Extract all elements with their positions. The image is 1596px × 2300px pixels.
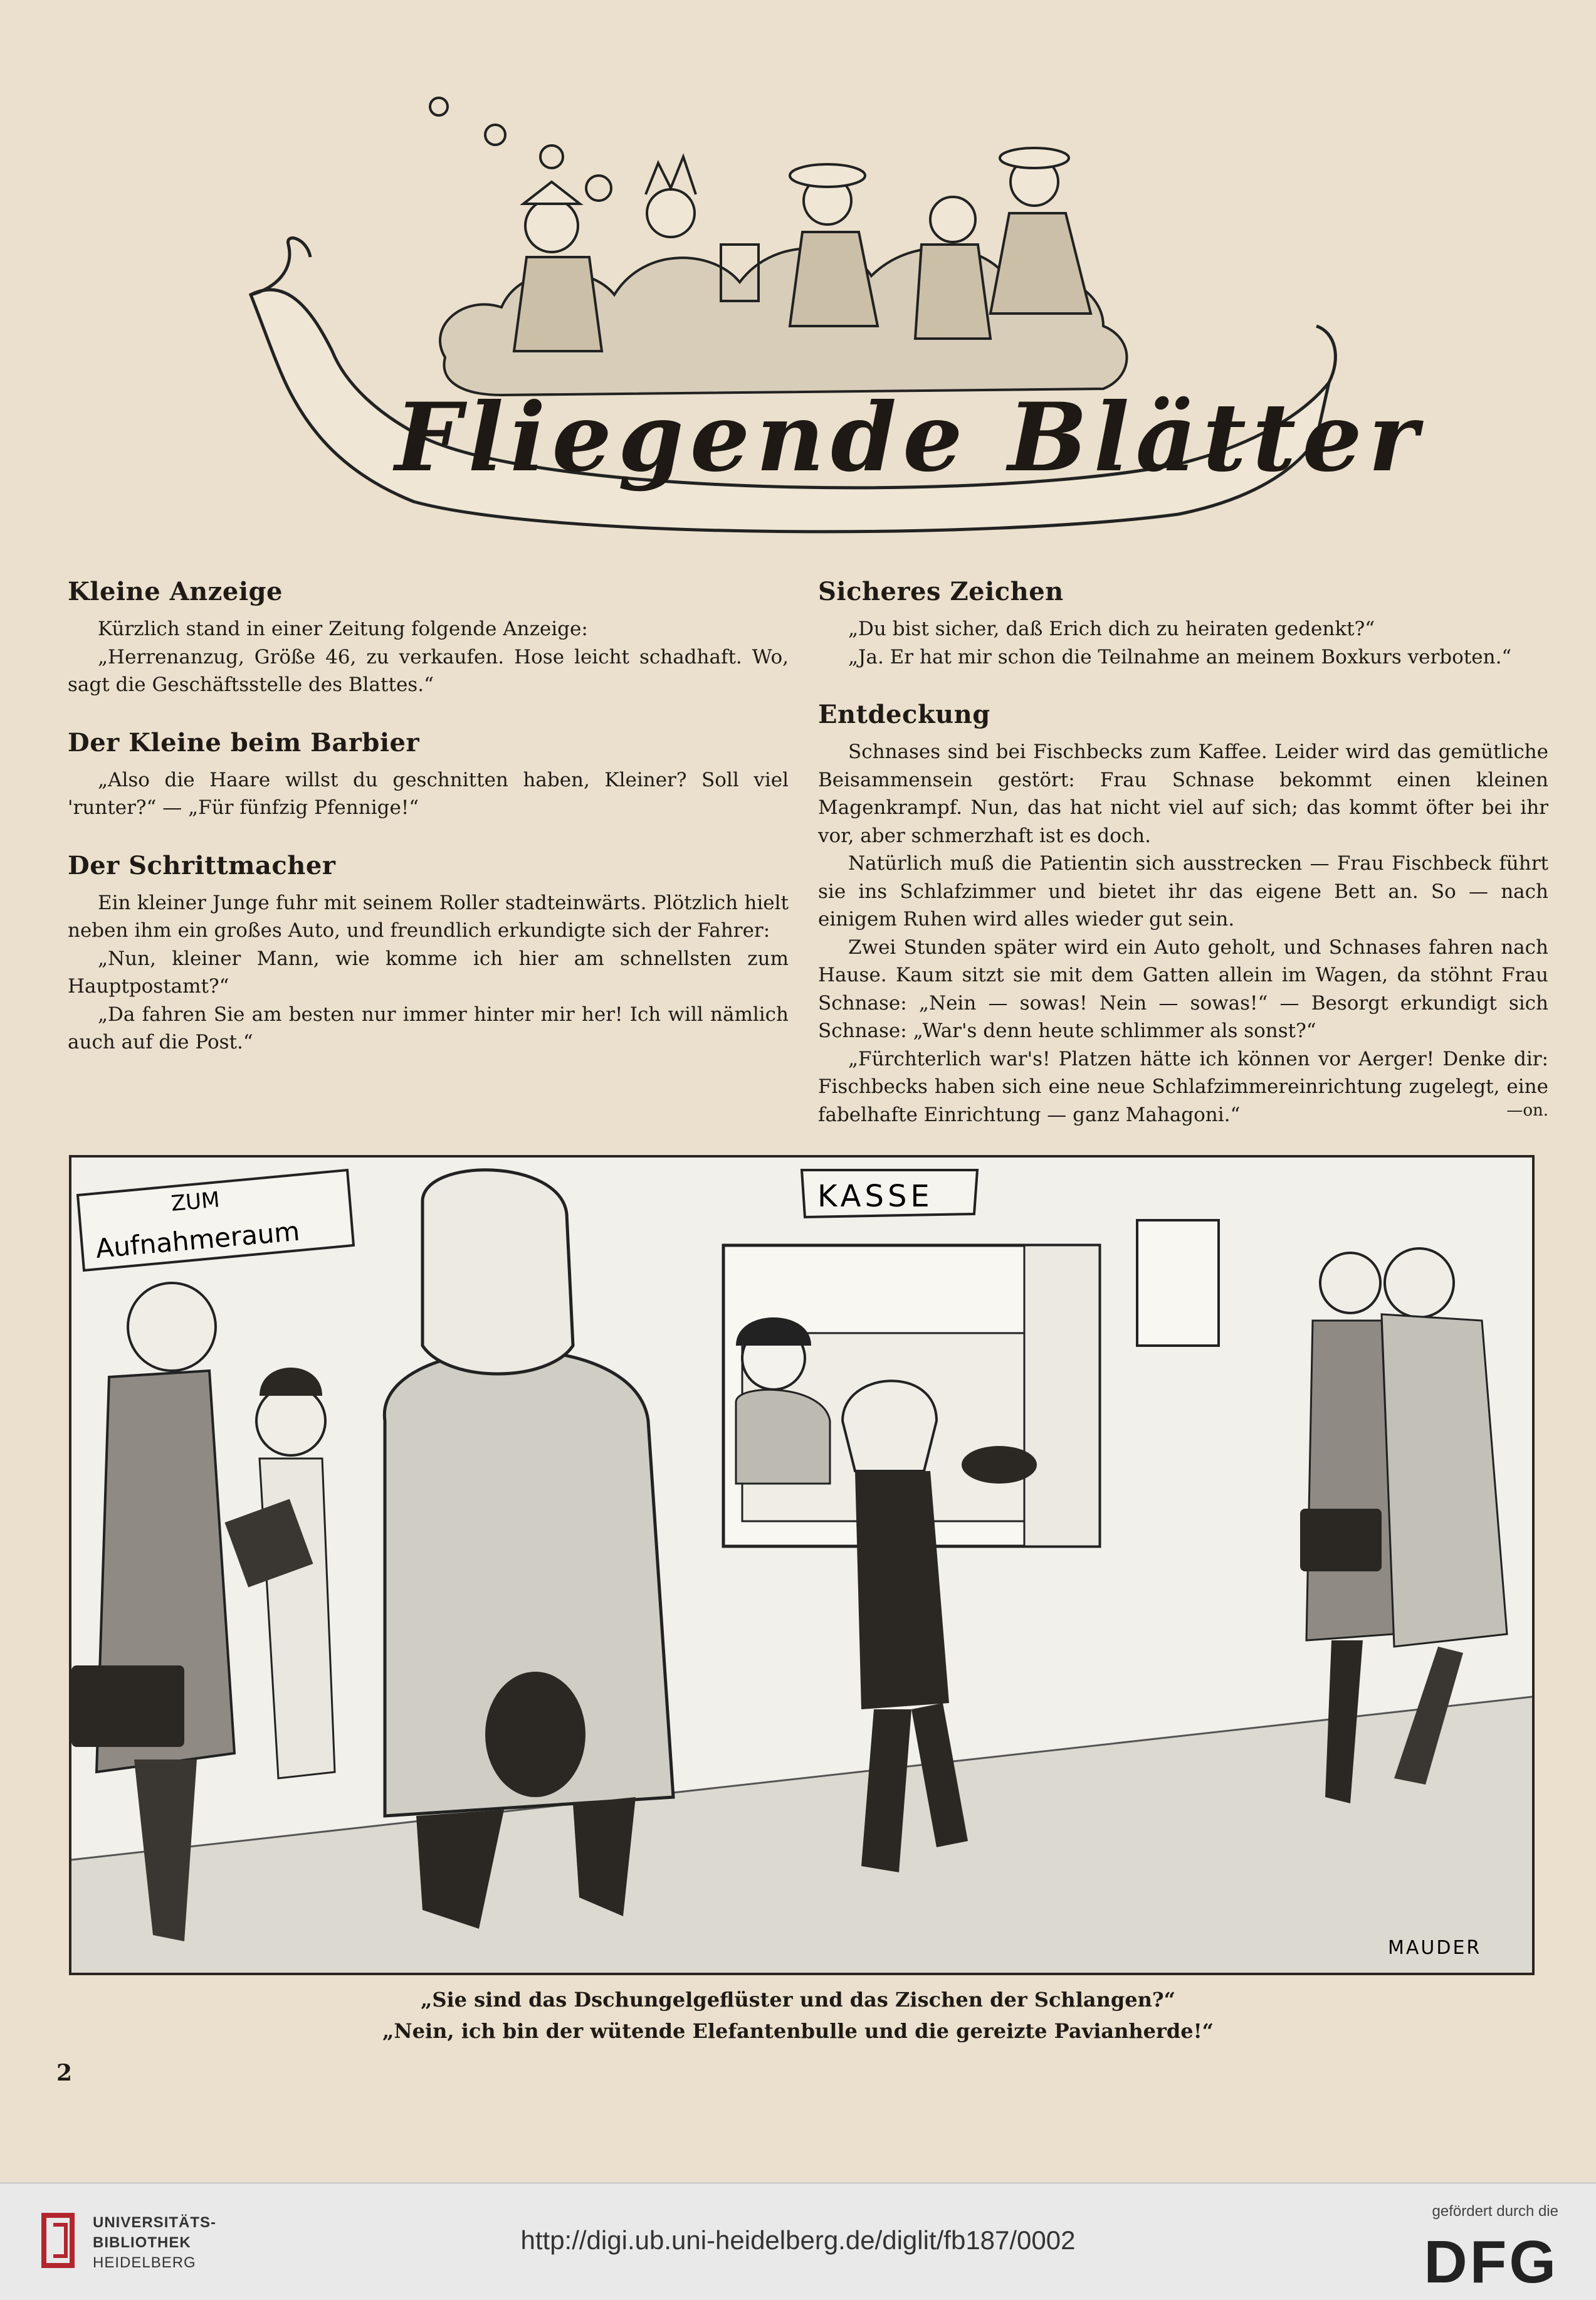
dfg-logo: DFG <box>1424 2229 1558 2296</box>
funded-by-text: gefördert durch die <box>1432 2203 1558 2220</box>
article-title: Sicheres Zeichen <box>818 577 1064 606</box>
cartoon-drawing <box>71 1158 1532 1973</box>
library-name-line-3: HEIDELBERG <box>93 2254 196 2271</box>
sign-aufnahmeraum-text: Aufnahmeraum <box>94 1215 302 1264</box>
article-paragraph: Kürzlich stand in einer Zeitung folgende Anzeige: <box>98 618 588 640</box>
article-barbier <box>68 728 789 822</box>
sign-kasse <box>802 1170 977 1217</box>
article-schrittmacher <box>68 851 789 1057</box>
article-paragraph: „Fürchterlich war's! Platzen hätte ich können vor Aerger! Denke dir: Fischbecks haben sich eine neue Schlafzimmereinrichtung zugelegt, eine fabelhafte Einrichtung — ganz Mahagoni.“ <box>818 1047 1548 1126</box>
masthead-title: Fliegende Blätter <box>395 382 1424 493</box>
article-paragraph: Zwei Stunden später wird ein Auto geholt, und Schnases fahren nach Hause. Kaum sitzt sie mit dem Gatten allein im Wagen, da stöhnt Frau Schnase: „Nein — sowas! Nein — sowas!“ — Besorgt erkundigt sich Schnase: „War's denn heute schlimmer als sonst?“ <box>818 936 1548 1042</box>
article-paragraph: Natürlich muß die Patientin sich ausstrecken — Frau Fischbeck führt sie ins Schlafzimmer und bietet ihr das eigene Bett an. So — nach einigem Ruhen wird alles wieder gut sein. <box>818 852 1548 931</box>
sign-zum-text: ZUM <box>170 1187 221 1216</box>
digital-copy-link[interactable]: http://digi.ub.uni-heidelberg.de/diglit/fb187/0002 <box>520 2225 1076 2255</box>
sign-kasse-text: KASSE <box>817 1179 933 1214</box>
article-title: Der Kleine beim Barbier <box>68 727 420 757</box>
article-kleine-anzeige <box>68 577 789 699</box>
article-paragraph: Ein kleiner Junge fuhr mit seinem Roller stadteinwärts. Plötzlich hielt neben ihm ein großes Auto, und freundlich erkundigte sich der Fahrer: <box>68 891 789 942</box>
masthead-illustration <box>238 88 1424 546</box>
right-column <box>818 577 1548 1149</box>
article-paragraph: „Nun, kleiner Mann, wie komme ich hier am schnellsten zum Hauptpostamt?“ <box>68 947 789 998</box>
cartoon-illustration <box>69 1155 1535 1975</box>
artist-signature: MAUDER <box>1388 1937 1482 1959</box>
left-column <box>68 577 789 1085</box>
article-title: Entdeckung <box>818 700 990 729</box>
article-paragraph: „Du bist sicher, daß Erich dich zu heiraten gedenkt?“ <box>848 618 1375 640</box>
article-paragraph: „Ja. Er hat mir schon die Teilnahme an meinem Boxkurs verboten.“ <box>848 645 1512 668</box>
article-paragraph: „Da fahren Sie am besten nur immer hinter mir her! Ich will nämlich auch auf die Post.“ <box>68 1003 789 1053</box>
cartoon-caption-line-2: „Nein, ich bin der wütende Elefantenbulle und die gereizte Pavianherde!“ <box>382 2019 1214 2043</box>
article-title: Der Schrittmacher <box>68 850 336 880</box>
footer-bar <box>0 2182 1596 2300</box>
article-paragraph: „Herrenanzug, Größe 46, zu verkaufen. Hose leicht schadhaft. Wo, sagt die Geschäftsstelle des Blattes.“ <box>68 645 789 696</box>
library-name-line-2: BIBLIOTHEK <box>93 2234 191 2251</box>
cartoon-caption-line-1: „Sie sind das Dschungelgeflüster und das Zischen der Schlangen?“ <box>420 1988 1175 2012</box>
article-paragraph: „Also die Haare willst du geschnitten haben, Kleiner? Soll viel 'runter?“ — „Für fünfzig Pfennige!“ <box>68 768 789 819</box>
article-paragraph: Schnases sind bei Fischbecks zum Kaffee. Leider wird das gemütliche Beisammensein gestört: Frau Schnase bekommt einen kleinen Magenkrampf. Nun, das hat nicht viel auf sich; das kommt öfter bei ihr vor, aber schmerzhaft ist es doch. <box>818 741 1548 847</box>
page-number: 2 <box>56 2060 73 2086</box>
article-title: Kleine Anzeige <box>68 577 283 606</box>
library-name-line-1: UNIVERSITÄTS- <box>93 2214 217 2231</box>
article-entdeckung <box>818 700 1548 1126</box>
article-signature: —on. <box>1506 1101 1548 1120</box>
article-sicheres-zeichen <box>818 577 1548 671</box>
